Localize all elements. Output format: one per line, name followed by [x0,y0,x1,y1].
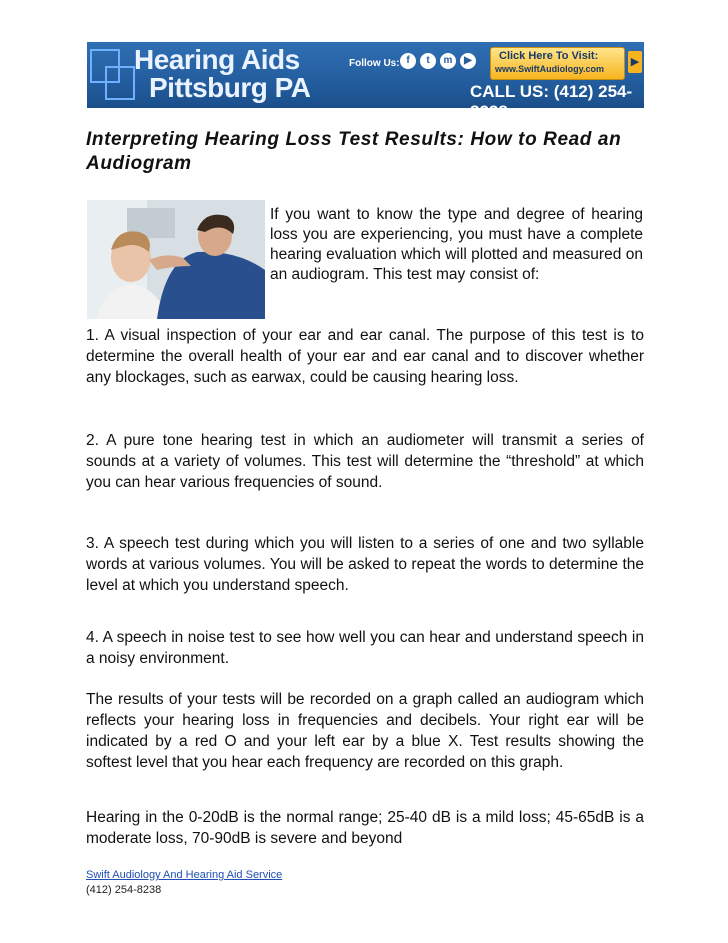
brand-line-2: Pittsburg PA [149,72,311,103]
visit-website-button[interactable] [490,47,625,80]
page-title: Interpreting Hearing Loss Test Results: How to Read an Audiogram [86,129,622,174]
results-paragraph: The results of your tests will be recorded on a graph called an audiogram which reflects your hearing loss in frequencies and decibels. Your right ear will be indicated by a red O and your left ear by a blue X. Test results showing the softest level that you hear each frequency are recorded on this graph. [86,691,644,771]
logo-square-icon [105,66,135,100]
myspace-icon[interactable]: m [440,53,456,69]
audiologist-examining-ear-photo [87,200,265,319]
arrow-right-icon[interactable]: ▶ [628,51,642,73]
step-3-paragraph: 3. A speech test during which you will listen to a series of one and two syllable words at various volumes. You will be asked to repeat the words to determine the level at which you understand speech. [86,535,644,594]
page-footer [86,868,282,898]
hearing-range-paragraph: Hearing in the 0-20dB is the normal range; 25-40 dB is a mild loss; 45-65dB is a moderate loss, 70-90dB is severe and beyond [86,809,644,847]
step-2-paragraph: 2. A pure tone hearing test in which an audiometer will transmit a series of sounds at a variety of volumes. This test will determine the “threshold” at which you can hear various frequencies of sound. [86,432,644,491]
visit-button-label: Click Here To Visit: [499,50,599,62]
call-us-phone: CALL US: (412) 254-8238 [470,82,633,121]
facebook-icon[interactable]: f [400,53,416,69]
youtube-icon[interactable]: ▶ [460,53,476,69]
visit-button-url: www.SwiftAudiology.com [495,64,604,74]
brand-line-1: Hearing Aids [134,44,300,75]
intro-paragraph: If you want to know the type and degree of hearing loss you are experiencing, you must have a complete hearing evaluation which will plotted and measured on an audiogram. This test may consist of: [270,206,643,283]
step-1-paragraph: 1. A visual inspection of your ear and ear canal. The purpose of this test is to determine the overall health of your ear and ear canal and to discover whether any blockages, such as earwax, could be causing hearing loss. [86,327,644,386]
follow-us-label: Follow Us: [349,58,400,69]
twitter-icon[interactable]: t [420,53,436,69]
step-4-paragraph: 4. A speech in noise test to see how well you can hear and understand speech in a noisy environment. [86,629,644,667]
footer-phone: (412) 254-8238 [86,884,162,896]
company-link[interactable]: Swift Audiology And Hearing Aid Service [86,869,283,881]
header-banner[interactable] [87,42,644,121]
